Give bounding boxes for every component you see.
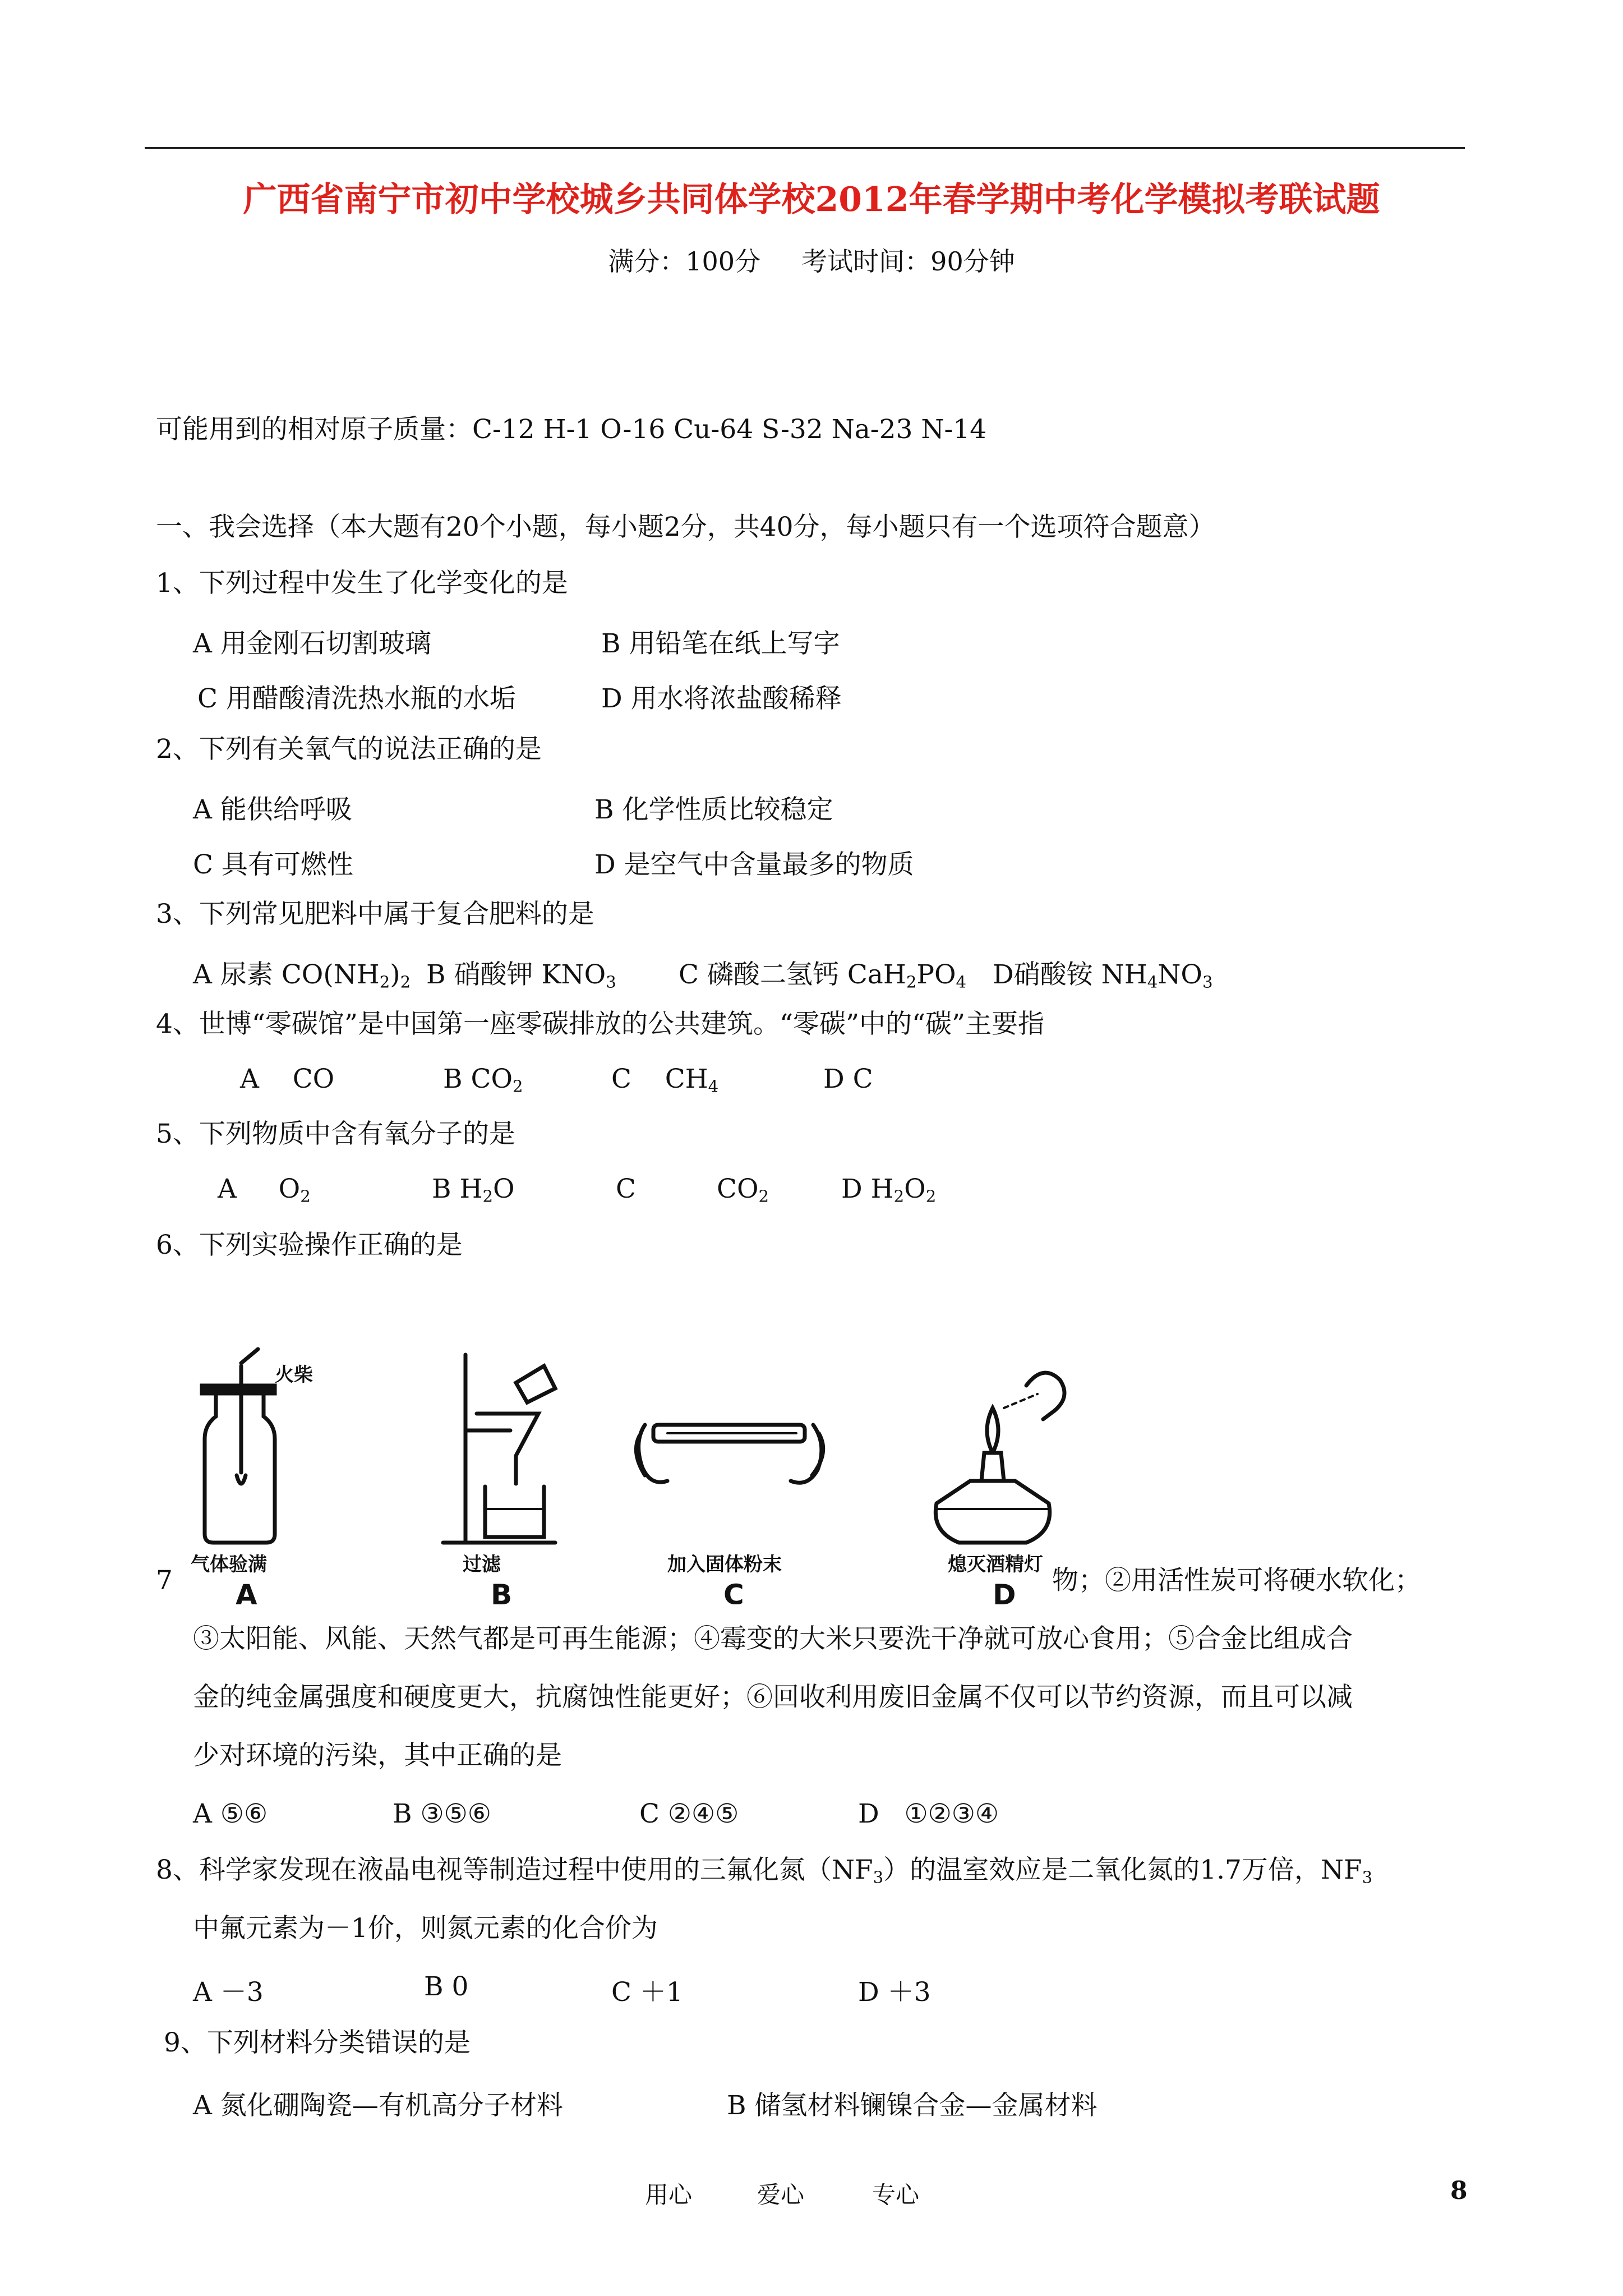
q5-option-a: A $O_2$ (218, 1174, 311, 1206)
q3-option-b: B 硝酸钾 $KNO_3$ (426, 959, 616, 992)
q7-line4: 少对环境的污染，其中正确的是 (193, 1740, 562, 1771)
q5-stem: 5、下列物质中含有氧分子的是 (156, 1119, 515, 1149)
figure-letter-d: D (993, 1579, 1016, 1604)
q4-option-c: C $CH_4$ (611, 1064, 719, 1096)
q8-option-d: D ＋3 (858, 1977, 931, 2008)
q7-line1-start: 7 (156, 1565, 173, 1596)
q2-option-d: D 是空气中含量最多的物质 (594, 849, 914, 880)
q4-stem: 4、世博“零碳馆”是中国第一座零碳排放的公共建筑。“零碳”中的“碳”主要指 (156, 1009, 1045, 1039)
q4-option-a: A CO (240, 1064, 335, 1094)
q5-option-d: D $H_2O_2$ (841, 1174, 937, 1206)
footer-zhuanxin: 专心 (872, 2181, 920, 2208)
q1-option-a: A 用金刚石切割玻璃 (193, 628, 431, 659)
q7-line1-end: 物；②用活性炭可将硬水软化； (1052, 1565, 1421, 1596)
q7-option-b: B ③⑤⑥ (393, 1798, 491, 1829)
atomic-masses: 可能用到的相对原子质量：C-12 H-1 O-16 Cu-64 S-32 Na-23 N-14 (156, 414, 987, 445)
q6-stem: 6、下列实验操作正确的是 (156, 1230, 463, 1260)
q8-option-b: B 0 (424, 1971, 469, 2002)
q3-stem: 3、下列常见肥料中属于复合肥料的是 (156, 899, 594, 930)
page-number: 8 (1450, 2177, 1468, 2205)
q9-stem: 9、下列材料分类错误的是 (164, 2027, 471, 2058)
q5-option-c-formula: $CO_2$ (717, 1174, 769, 1206)
figure-c-caption: 加入固体粉末 (667, 1553, 782, 1576)
q6-lab-figure (185, 1341, 1105, 1604)
q2-option-a: A 能供给呼吸 (193, 794, 352, 825)
q8-line2: 中氟元素为－1价，则氮元素的化合价为 (193, 1913, 658, 1944)
figure-a-caption: 气体验满 (191, 1553, 267, 1576)
q1-option-c: C 用醋酸清洗热水瓶的水垢 (197, 683, 516, 714)
q1-option-d: D 用水将浓盐酸稀释 (601, 683, 842, 714)
q5-option-b: B $H_2O$ (432, 1174, 515, 1206)
footer-yongxin: 用心 (645, 2181, 693, 2208)
figure-b-filtration (443, 1355, 555, 1543)
q4-option-b: B $CO_2$ (443, 1064, 523, 1096)
q7-line3: 金的纯金属强度和硬度更大，抗腐蚀性能更好；⑥回收利用废旧金属不仅可以节约资源，而且可以减 (193, 1682, 1353, 1713)
q2-option-c: C 具有可燃性 (193, 849, 353, 880)
q3-option-a: A 尿素 $CO(NH_2)_2$ (193, 959, 411, 992)
figure-a-gas-bottle (202, 1349, 275, 1543)
figure-letter-b: B (491, 1579, 513, 1604)
q7-option-d: D ①②③④ (858, 1798, 999, 1829)
figure-d-alcohol-lamp (935, 1373, 1064, 1543)
footer-aixin: 爱心 (757, 2181, 805, 2208)
figure-letter-c: C (723, 1579, 744, 1604)
figure-d-caption: 熄灭酒精灯 (948, 1553, 1043, 1576)
q7-option-a: A ⑤⑥ (193, 1798, 268, 1829)
q5-option-c: C (616, 1174, 636, 1204)
q8-line1: 8、科学家发现在液晶电视等制造过程中使用的三氟化氮$(NF_3)$的温室效应是二氧化氮的1.7万倍，$NF_3$ (156, 1855, 1373, 1887)
q2-stem: 2、下列有关氧气的说法正确的是 (156, 734, 542, 765)
q7-line2: ③太阳能、风能、天然气都是可再生能源；④霉变的大米只要洗干净就可放心食用；⑤合金比组成合 (193, 1623, 1353, 1654)
q9-option-a: A 氮化硼陶瓷—有机高分子材料 (193, 2090, 563, 2121)
section-1-heading: 一、我会选择（本大题有20个小题，每小题2分，共40分，每小题只有一个选项符合题意） (156, 512, 1215, 542)
figure-letter-a: A (236, 1579, 257, 1604)
top-rule (145, 147, 1465, 149)
q1-option-b: B 用铅笔在纸上写字 (601, 628, 840, 659)
q2-option-b: B 化学性质比较稳定 (594, 794, 833, 825)
figure-c-test-tube (636, 1425, 823, 1483)
figure-b-caption: 过滤 (463, 1553, 501, 1576)
exam-title: 广西省南宁市初中学校城乡共同体学校2012年春学期中考化学模拟考联试题 (243, 180, 1380, 219)
q9-option-b: B 储氢材料镧镍合金—金属材料 (727, 2090, 1098, 2121)
q8-option-a: A －3 (193, 1977, 264, 2008)
q3-option-c: C 磷酸二氢钙 $CaH_2PO_4$ (679, 959, 967, 992)
figure-a-match-label: 火柴 (275, 1364, 313, 1386)
q6-figure-svg (185, 1341, 1105, 1604)
q1-stem: 1、下列过程中发生了化学变化的是 (156, 568, 568, 599)
q7-option-c: C ②④⑤ (639, 1798, 739, 1829)
q4-option-d: D C (823, 1064, 873, 1094)
exam-subtitle: 满分：100分 考试时间：90分钟 (608, 246, 1015, 277)
q3-option-d: D硝酸铵 $NH_4NO_3$ (993, 959, 1213, 992)
q8-option-c: C ＋1 (611, 1977, 683, 2008)
